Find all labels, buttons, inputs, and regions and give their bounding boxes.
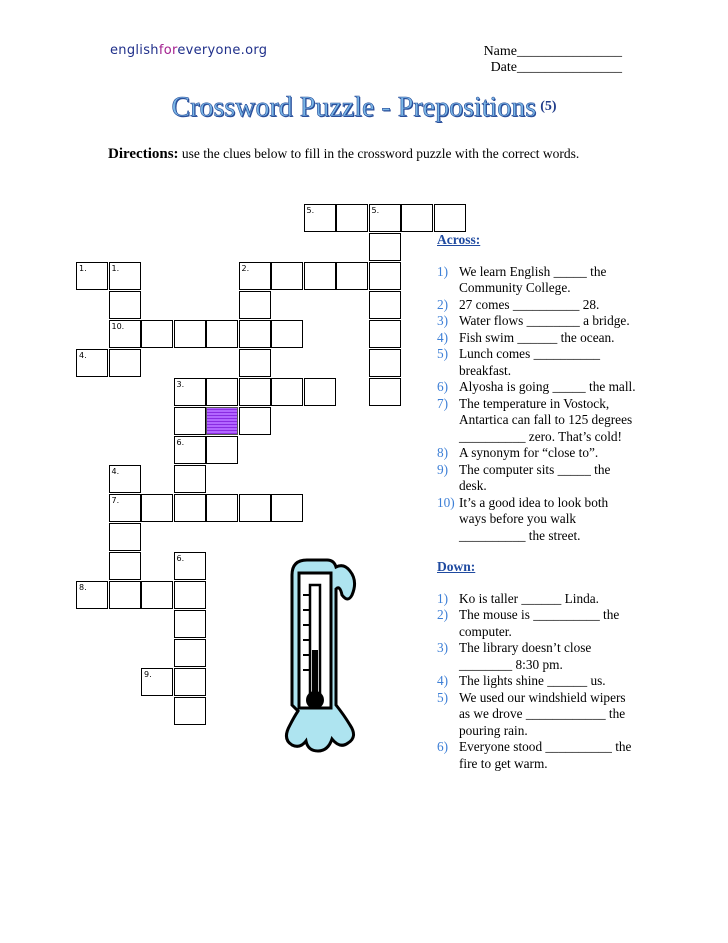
grid-cell[interactable]: [336, 262, 368, 290]
across-heading: Across:: [437, 232, 481, 247]
cell-number: 4.: [111, 467, 120, 476]
grid-cell[interactable]: [239, 291, 271, 319]
grid-cell[interactable]: [109, 262, 141, 290]
grid-cell[interactable]: [239, 320, 271, 348]
clue-text: Fish swim ______ the ocean.: [459, 329, 615, 345]
grid-cell[interactable]: [174, 378, 206, 406]
clue-text: The computer sits _____ the desk.: [459, 461, 611, 493]
clue-number: 10): [437, 494, 455, 510]
name-date-fields: [472, 44, 622, 76]
across-clue: [437, 297, 637, 314]
clue-text: We learn English _____ the Community College.: [459, 263, 607, 295]
grid-cell[interactable]: [76, 262, 108, 290]
clue-text: The mouse is __________ the computer.: [459, 607, 620, 639]
date-line: Date_______________: [490, 60, 622, 75]
cell-number: 5.: [371, 206, 380, 215]
grid-cell[interactable]: [434, 204, 466, 232]
grid-cell[interactable]: [369, 320, 401, 348]
grid-cell[interactable]: [271, 378, 303, 406]
down-clue: [437, 607, 637, 640]
clue-number: 3): [437, 640, 449, 655]
grid-cell[interactable]: [271, 262, 303, 290]
grid-cell[interactable]: [109, 494, 141, 522]
grid-cell[interactable]: [109, 581, 141, 609]
cell-number: 7.: [111, 496, 120, 505]
directions-text: use the clues below to fill in the crossword puzzle with the correct words.: [178, 146, 580, 161]
grid-cell[interactable]: [369, 378, 401, 406]
clue-text: Lunch comes __________ breakfast.: [459, 346, 601, 378]
cell-number: 9.: [144, 670, 152, 679]
across-clue: [437, 495, 637, 545]
clue-number: 3): [437, 313, 449, 328]
grid-cell[interactable]: [271, 494, 303, 522]
down-clue: [437, 739, 637, 772]
clue-text: Alyosha is going _____ the mall.: [459, 379, 636, 394]
grid-cell[interactable]: [174, 465, 206, 493]
clue-text: The temperature in Vostock, Antartica can fall to 125 degrees __________ zero. That’s cold!: [459, 395, 633, 444]
grid-cell[interactable]: [141, 494, 173, 522]
name-line: Name_______________: [483, 44, 622, 59]
down-clues: [437, 591, 637, 773]
clue-number: 9): [437, 461, 449, 477]
grid-cell[interactable]: [109, 320, 141, 348]
clue-number: 5): [437, 346, 449, 361]
page-title: [0, 92, 728, 124]
across-clue: [437, 346, 637, 379]
down-heading: Down:: [437, 559, 476, 574]
grid-cell[interactable]: [369, 262, 401, 290]
grid-cell[interactable]: [239, 378, 271, 406]
grid-cell[interactable]: [304, 262, 336, 290]
clue-text: Water flows ________ a bridge.: [459, 313, 630, 328]
site-logo: englishforeveryone.org: [110, 43, 268, 58]
grid-cell[interactable]: [206, 407, 238, 435]
clue-text: 27 comes __________ 28.: [459, 296, 600, 312]
directions-label: Directions:: [108, 146, 179, 162]
clue-text: Everyone stood __________ the fire to get warm.: [459, 739, 632, 771]
across-clue: [437, 396, 637, 446]
grid-cell[interactable]: [239, 262, 271, 290]
grid-cell[interactable]: [271, 320, 303, 348]
grid-cell[interactable]: [141, 668, 173, 696]
clue-text: We used our windshield wipers as we drove ____________ the pouring rain.: [459, 689, 626, 738]
title-number: (5): [540, 98, 557, 114]
grid-cell[interactable]: [174, 668, 206, 696]
cell-number: 1.: [79, 264, 87, 273]
grid-cell[interactable]: [239, 407, 271, 435]
clue-text: The lights shine ______ us.: [459, 673, 606, 688]
grid-cell[interactable]: [206, 378, 238, 406]
across-clue: [437, 379, 637, 396]
grid-cell[interactable]: [141, 581, 173, 609]
clue-text: A synonym for “close to”.: [459, 445, 599, 460]
grid-cell[interactable]: [174, 639, 206, 667]
down-clue: [437, 673, 637, 690]
across-clues: [437, 264, 637, 545]
clue-number: 7): [437, 395, 449, 411]
grid-cell[interactable]: [76, 349, 108, 377]
cell-number: 5.: [306, 206, 315, 215]
grid-cell[interactable]: [239, 494, 271, 522]
cell-number: 10.: [111, 322, 125, 331]
clue-number: 6): [437, 739, 449, 754]
grid-cell[interactable]: [109, 465, 141, 493]
clue-list: [437, 232, 637, 772]
grid-cell[interactable]: [174, 436, 206, 464]
cell-number: 2.: [241, 264, 250, 273]
cell-number: 8.: [79, 583, 87, 592]
grid-cell[interactable]: [206, 320, 238, 348]
down-clue: [437, 591, 637, 608]
clue-text: Ko is taller ______ Linda.: [459, 590, 599, 606]
thermometer-icon: [272, 555, 364, 755]
grid-cell[interactable]: [206, 436, 238, 464]
clue-number: 5): [437, 689, 449, 705]
down-clue: [437, 690, 637, 740]
grid-cell[interactable]: [239, 349, 271, 377]
grid-cell[interactable]: [369, 349, 401, 377]
across-clue: [437, 445, 637, 462]
grid-cell[interactable]: [206, 494, 238, 522]
grid-cell[interactable]: [369, 291, 401, 319]
across-clue: [437, 330, 637, 347]
grid-cell[interactable]: [174, 581, 206, 609]
grid-cell[interactable]: [304, 204, 336, 232]
grid-cell[interactable]: [76, 581, 108, 609]
cell-number: 6.: [176, 438, 185, 447]
grid-cell[interactable]: [336, 204, 368, 232]
grid-cell[interactable]: [109, 552, 141, 580]
grid-cell[interactable]: [141, 320, 173, 348]
clue-number: 4): [437, 329, 449, 345]
clue-number: 8): [437, 445, 449, 460]
clue-text: The library doesn’t close ________ 8:30 pm.: [459, 640, 592, 672]
clue-number: 4): [437, 673, 449, 688]
grid-cell[interactable]: [174, 407, 206, 435]
grid-cell[interactable]: [174, 494, 206, 522]
grid-cell[interactable]: [174, 552, 206, 580]
grid-cell[interactable]: [174, 697, 206, 725]
cell-number: 4.: [79, 351, 87, 360]
clue-number: 1): [437, 590, 449, 606]
grid-cell[interactable]: [304, 378, 336, 406]
grid-cell[interactable]: [369, 204, 401, 232]
clue-number: 2): [437, 296, 449, 312]
grid-cell[interactable]: [174, 320, 206, 348]
cell-number: 1.: [111, 264, 120, 273]
grid-cell[interactable]: [369, 233, 401, 261]
grid-cell[interactable]: [109, 291, 141, 319]
title-text: Crossword Puzzle - Prepositions: [171, 92, 537, 123]
grid-cell[interactable]: [401, 204, 433, 232]
grid-cell[interactable]: [109, 349, 141, 377]
clue-number: 2): [437, 607, 449, 622]
across-clue: [437, 462, 637, 495]
clue-number: 1): [437, 263, 449, 279]
across-clue: [437, 264, 637, 297]
clue-number: 6): [437, 379, 449, 394]
directions: [108, 146, 579, 163]
down-clue: [437, 640, 637, 673]
grid-cell[interactable]: [174, 610, 206, 638]
clue-text: It’s a good idea to look both ways before you walk __________ the street.: [459, 494, 609, 543]
cell-number: 6.: [176, 554, 185, 563]
cell-number: 3.: [176, 380, 185, 389]
across-clue: [437, 313, 637, 330]
grid-cell[interactable]: [109, 523, 141, 551]
